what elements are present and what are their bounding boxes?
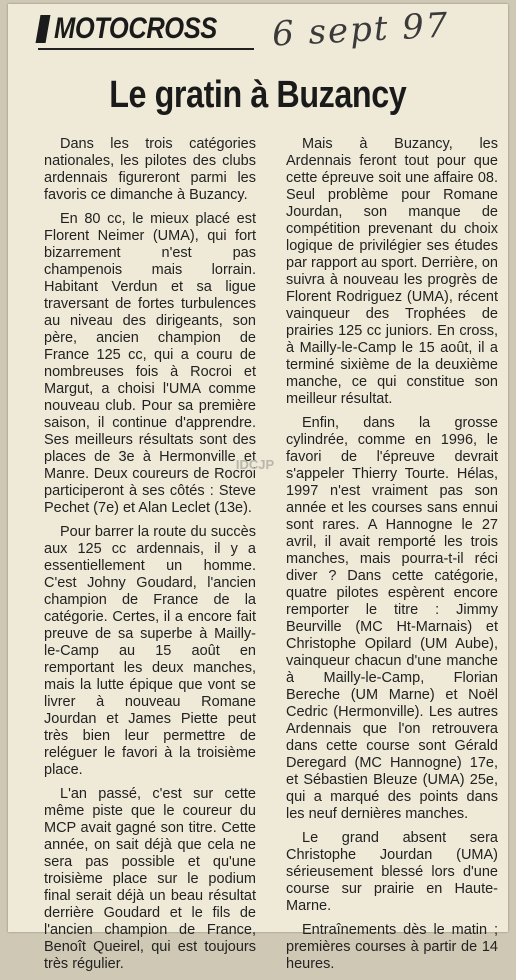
rubric-underline bbox=[38, 48, 254, 50]
section-rubric bbox=[38, 12, 246, 46]
rubric-block-icon bbox=[36, 15, 51, 43]
paragraph: Enfin, dans la grosse cylindrée, comme en 1996, le favori de l'épreuve devrait s'appeler Thierry Tourte. Hélas, 1997 n'est vraiment pas son année et les courses sans ennui sont rares. A Hannogne le 27 avril, il avait remporté les trois manches, mais pourra-t-il réci diver ? Dans cette catégorie, quatre pilotes espèrent encore remporter le titre : Jimmy Beurville (MC Ht-Marnais) et Christophe Opilard (UM Aube), vainqueur chacun d'une manche à Mailly-le-Camp, Florian Bereche (UM Marne) et Noël Cedric (Hermonville). Les autres Ardennais que l'on retrouvera dans cette course sont Gérald Deregard (MC Hannogne) 17e, et Sébastien Bleuze (UMA) 25e, qui a marqué des points dans les neuf dernières manches. bbox=[286, 415, 498, 822]
watermark-stamp: IDCJP bbox=[235, 457, 275, 472]
paragraph: Dans les trois catégories nationales, les pilotes des clubs ardennais figureront parmi les favoris ce dimanche à Buzancy. bbox=[44, 136, 256, 203]
paragraph: L'an passé, c'est sur cette même piste que le coureur du MCP avait gagné son titre. Cette année, on sait déjà que cela ne sera pas possible et qu'une troisième place sur le podium final serait déjà un beau résultat derrière Goudard et le fils de l'ancien champion de France, Benoît Queirel, qui est toujours très régulier. bbox=[44, 786, 256, 972]
paragraph: En 80 cc, le mieux placé est Florent Neimer (UMA), qui fort bizarrement n'est pas champenois mais lorrain. Habitant Verdun et sa ligue traversant de fortes turbulences au niveau des dirigeants, son père, ancien champion de France 125 cc, qui a couru de nombreuses fois à Rocroi et Margut, a choisi l'UMA comme nouveau club. Pour sa première saison, il continue d'apprendre. Ses meilleurs résultats sont des places de 3e à Hermonville et Manre. Deux coureurs de Rocroi participeront à ses côtés : Steve Pechet (7e) et Alan Leclet (13e). bbox=[44, 211, 256, 516]
article-column-left bbox=[44, 136, 256, 980]
headline-text: Le gratin à Buzancy bbox=[109, 74, 407, 116]
article-column-right bbox=[286, 136, 498, 980]
rubric-label: MOTOCROSS bbox=[54, 12, 217, 45]
paragraph: Mais à Buzancy, les Ardennais feront tout pour que cette épreuve soit une affaire 08. Seul problème pour Romane Jourdan, son manque de compétition prevenant du choix logique de privilégier ses études par rapport au sport. Derrière, on suivra à nouveau les progrès de Florent Rodriguez (UMA), récent vainqueur des Trophées de prairies 125 cc juniors. En cross, à Mailly-le-Camp le 15 août, il a terminé sixième de la deuxième manche, ce qui constitue son meilleur résultat. bbox=[286, 136, 498, 407]
article-headline bbox=[0, 74, 516, 117]
handwritten-date: 6 sept 97 bbox=[271, 5, 451, 55]
paragraph: Entraînements dès le matin ; premières courses à partir de 14 heures. bbox=[286, 922, 498, 972]
paragraph: Pour barrer la route du succès aux 125 cc ardennais, il y a essentiellement un homme. C'est Johny Goudard, l'ancien champion de France de la catégorie. Certes, il a encore fait preuve de sa superbe à Mailly-le-Camp au 15 août en remportant les deux manches, mais la lutte épique que vont se livrer à nouveau Romane Jourdan et James Piette peut très bien leur permettre de reléguer le favori à la troisième place. bbox=[44, 524, 256, 778]
paragraph: Le grand absent sera Christophe Jourdan (UMA) sérieusement blessé lors d'une course sur prairie en Haute-Marne. bbox=[286, 830, 498, 914]
